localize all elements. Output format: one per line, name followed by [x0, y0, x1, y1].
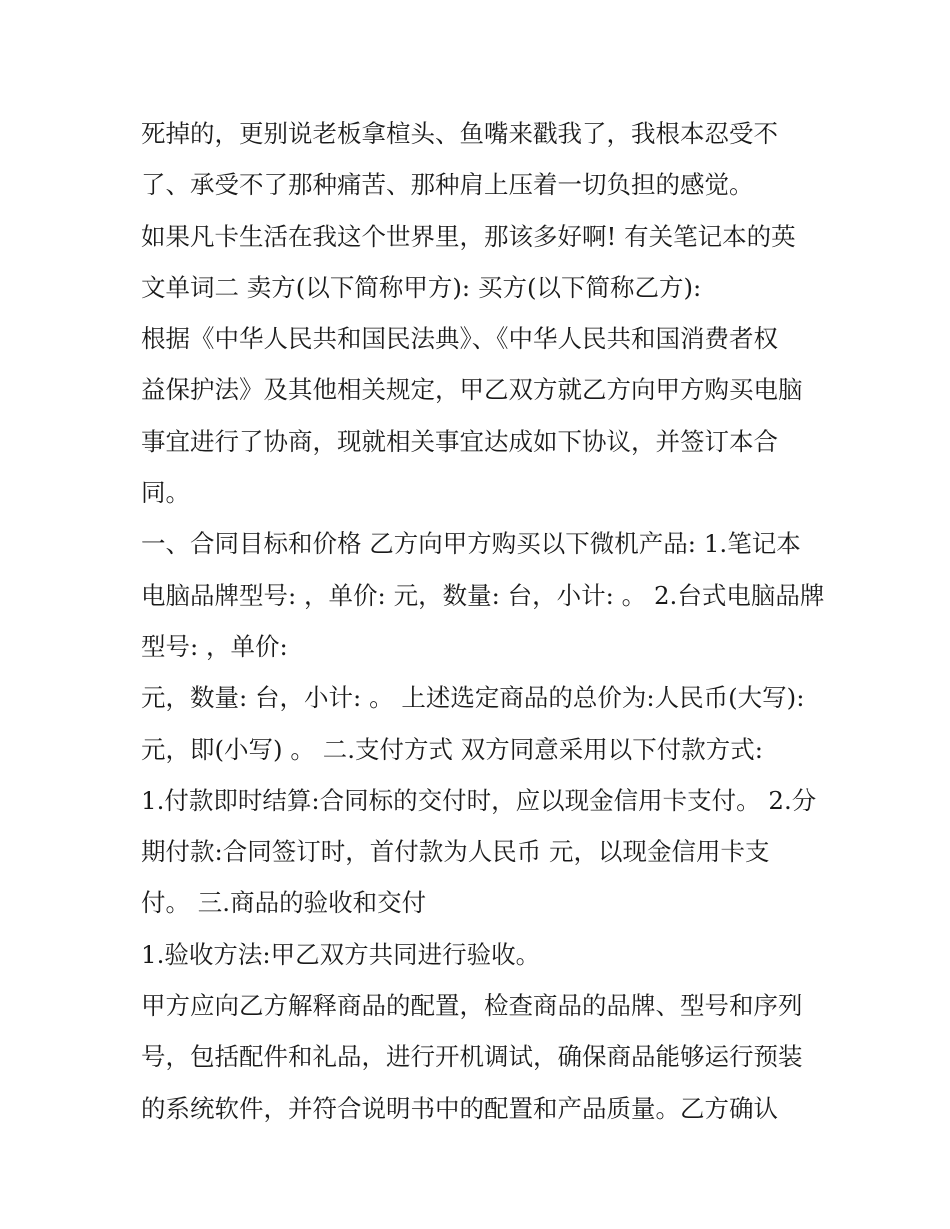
text-line: 期付款:合同签订时，首付款为人民币 元，以现金信用卡支	[141, 837, 770, 867]
text-line: 根据《中华人民共和国民法典》、《中华人民共和国消费者权	[141, 324, 778, 354]
text-line: 同。	[141, 478, 190, 508]
text-line: 1.付款即时结算:合同标的交付时，应以现金信用卡支付。 2.分	[141, 785, 817, 815]
text-line: 元，数量: 台，小计: 。 上述选定商品的总价为:人民币(大写):	[141, 683, 805, 713]
text-line: 电脑品牌型号: ，单价: 元，数量: 台，小计: 。 2.台式电脑品牌	[141, 580, 825, 610]
text-line: 死掉的，更别说老板拿楦头、鱼嘴来戳我了，我根本忍受不	[141, 119, 778, 148]
text-line: 元，即(小写) 。 二.支付方式 双方同意采用以下付款方式:	[141, 734, 764, 764]
text-line: 一、合同目标和价格 乙方向甲方购买以下微机产品: 1.笔记本	[141, 529, 801, 559]
text-line: 甲方应向乙方解释商品的配置，检查商品的品牌、型号和序列	[141, 991, 803, 1021]
text-line: 型号: ，单价:	[141, 631, 288, 661]
text-line: 了、承受不了那种痛苦、那种肩上压着一切负担的感觉。	[141, 170, 754, 200]
text-line: 号，包括配件和礼品，进行开机调试，确保商品能够运行预装	[141, 1042, 803, 1072]
text-line: 如果凡卡生活在我这个世界里，那该多好啊! 有关笔记本的英	[141, 221, 796, 251]
text-line: 益保护法》及其他相关规定，甲乙双方就乙方向甲方购买电脑	[141, 375, 803, 405]
text-line: 事宜进行了协商，现就相关事宜达成如下协议，并签订本合	[141, 426, 778, 456]
text-line: 1.验收方法:甲乙双方共同进行验收。	[141, 939, 541, 969]
text-line: 文单词二 卖方(以下简称甲方): 买方(以下简称乙方):	[141, 272, 702, 302]
text-line: 付。 三.商品的验收和交付	[141, 888, 427, 918]
text-line: 的系统软件，并符合说明书中的配置和产品质量。乙方确认	[141, 1093, 778, 1123]
document-body	[141, 108, 825, 1134]
